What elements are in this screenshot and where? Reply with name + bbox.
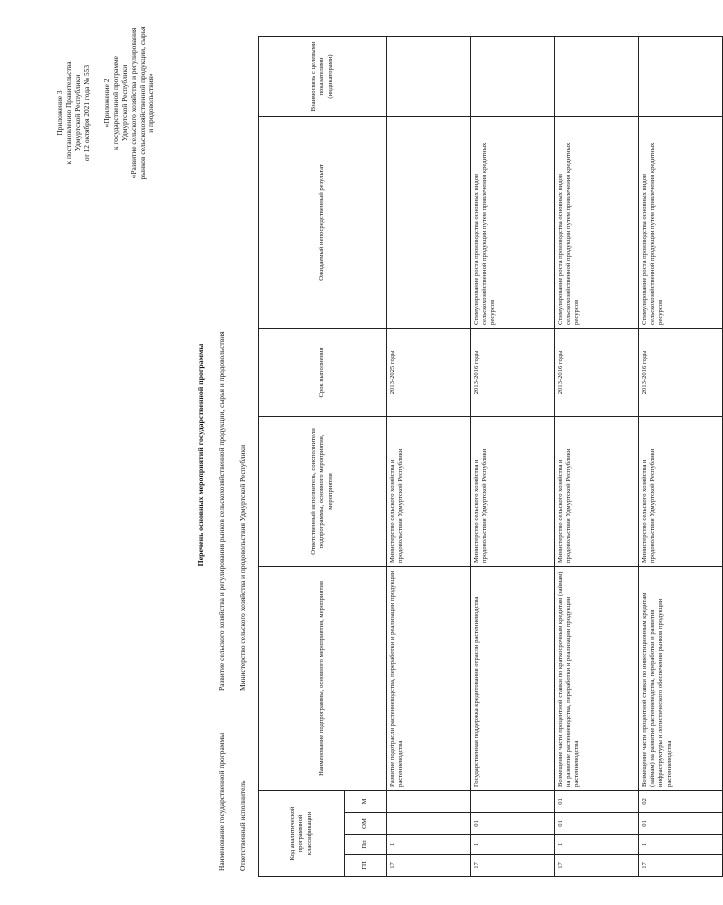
cell-responsible: Министерство сельского хозяйства и продовольствия Удмуртской Республики xyxy=(639,416,723,566)
cell-link xyxy=(639,36,723,116)
cell-link xyxy=(555,36,639,116)
cell-link xyxy=(387,36,471,116)
gp-header: ГП xyxy=(345,855,387,877)
cell-om: 01 xyxy=(471,813,555,835)
cell-responsible: Министерство сельского хозяйства и продовольствия Удмуртской Республики xyxy=(471,416,555,566)
m-header: М xyxy=(345,790,387,812)
cell-pp: 1 xyxy=(555,835,639,855)
annex-header: Приложение 3 к постановлению Правительства Удмуртской Республики от 12 октября 2021 года № 553 xyxy=(55,61,91,165)
cell-gp: 17 xyxy=(387,855,471,877)
code-group-header: Код аналитической программной классификации xyxy=(259,790,345,876)
measures-table xyxy=(258,36,723,877)
cell-pp: 1 xyxy=(387,835,471,855)
cell-period: 2013-2016 годы xyxy=(471,328,555,416)
cell-pp: 1 xyxy=(471,835,555,855)
cell-name: Возмещение части процентной ставки по инвестиционным кредитам (займам) на развитие растениеводства, переработки и развития инфраструктуры и логистического обеспечения рынков продукции растениеводства xyxy=(639,566,723,790)
cell-link xyxy=(471,36,555,116)
table-row xyxy=(555,36,639,876)
name-header: Наименование подпрограммы, основного мероприятия, мероприятия xyxy=(259,566,387,790)
cell-name: Возмещение части процентной ставки по краткосрочным кредитам (займам) на развитие растениеводства, переработки и реализации продукции растениеводства xyxy=(555,566,639,790)
cell-pp: 1 xyxy=(639,835,723,855)
cell-gp: 17 xyxy=(639,855,723,877)
cell-responsible: Министерство сельского хозяйства и продовольствия Удмуртской Республики xyxy=(555,416,639,566)
cell-m: 02 xyxy=(639,790,723,812)
executor-label: Ответственный исполнитель xyxy=(238,780,247,871)
table-row xyxy=(471,36,555,876)
period-header: Срок выполнения xyxy=(259,328,387,416)
cell-name: Развитие подотрасли растениеводства, переработки и реализации продукции растениеводства xyxy=(387,566,471,790)
cell-om: 01 xyxy=(639,813,723,835)
table-header-row xyxy=(259,36,345,876)
responsible-header: Ответственный исполнитель, соисполнители подпрограммы, основного мероприятия, мероприятия xyxy=(259,416,387,566)
cell-m xyxy=(387,790,471,812)
cell-name: Государственная поддержка кредитования отрасли растениеводства xyxy=(471,566,555,790)
cell-period: 2013-2025 годы xyxy=(387,328,471,416)
executor-value: Министерство сельского хозяйства и продовольствия Удмуртской Республики xyxy=(238,444,247,691)
cell-period: 2013-2016 годы xyxy=(639,328,723,416)
cell-result: Стимулирование роста производства основных видов сельскохозяйственной продукции путем привлечения кредитных ресурсов xyxy=(471,116,555,328)
cell-gp: 17 xyxy=(555,855,639,877)
cell-period: 2013-2016 годы xyxy=(555,328,639,416)
program-name-label: Наименование государственной программы xyxy=(217,732,226,871)
cell-result: Стимулирование роста производства основных видов сельскохозяйственной продукции путем привлечения кредитных ресурсов xyxy=(555,116,639,328)
result-header: Ожидаемый непосредственный результат xyxy=(259,116,387,328)
pp-header: Пп xyxy=(345,835,387,855)
cell-gp: 17 xyxy=(471,855,555,877)
om-header: ОМ xyxy=(345,813,387,835)
table-row xyxy=(639,36,723,876)
program-name-value: Развитие сельского хозяйства и регулирования рынков сельскохозяйственной продукции, сырья и продовольствия xyxy=(217,331,226,691)
cell-om xyxy=(387,813,471,835)
annex-program-reference: «Приложение 2 к государственной программе Удмуртской Республики «Развитие сельского хозяйства и регулирования рынков сельскохозяйственной продукции, сырья и продовольствия» xyxy=(102,26,156,180)
cell-m xyxy=(471,790,555,812)
link-header: Взаимосвязь с целевыми показателями (индикаторами) xyxy=(259,36,387,116)
cell-result xyxy=(387,116,471,328)
cell-responsible: Министерство сельского хозяйства и продовольствия Удмуртской Республики xyxy=(387,416,471,566)
page-title: Перечень основных мероприятий государственной программы xyxy=(196,343,205,567)
cell-om: 01 xyxy=(555,813,639,835)
cell-result: Стимулирование роста производства основных видов сельскохозяйственной продукции путем привлечения кредитных ресурсов xyxy=(639,116,723,328)
table-row xyxy=(387,36,471,876)
cell-m: 01 xyxy=(555,790,639,812)
